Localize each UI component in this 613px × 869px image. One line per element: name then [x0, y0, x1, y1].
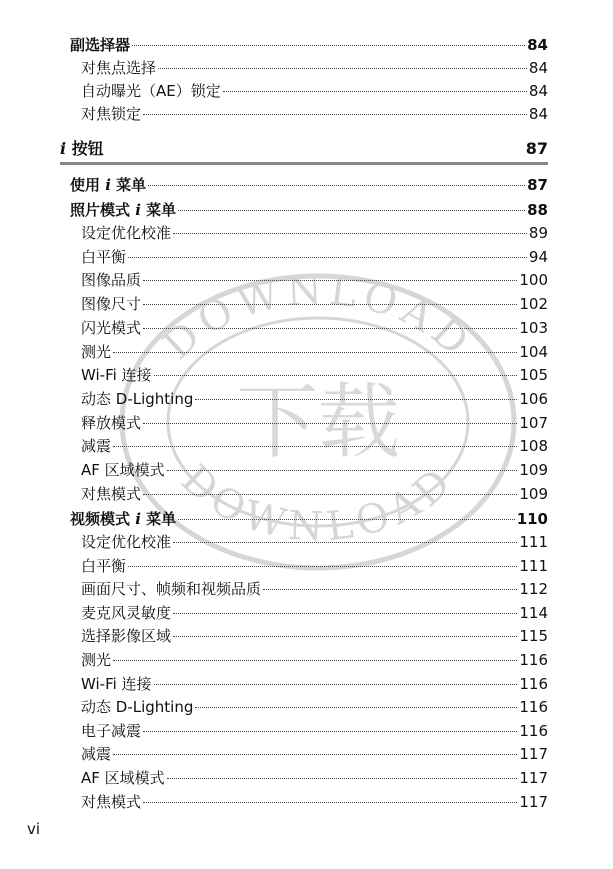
- toc-entry-page: 110: [516, 510, 548, 528]
- dot-leader: [113, 446, 517, 447]
- toc-entry[interactable]: [81, 697, 548, 718]
- toc-entry-page: 87: [527, 176, 548, 194]
- section-title: i 按钮: [60, 139, 104, 158]
- dot-leader: [143, 328, 517, 329]
- toc-entry[interactable]: [81, 318, 548, 339]
- toc-entry-page: 114: [519, 603, 548, 622]
- dot-leader: [154, 375, 518, 376]
- toc-entry-page: 88: [527, 201, 548, 219]
- toc-entry-label: 照片模式 i 菜单: [70, 201, 177, 219]
- dot-leader: [143, 802, 517, 803]
- toc-entry[interactable]: [81, 270, 548, 291]
- dot-leader: [143, 423, 517, 424]
- dot-leader: [223, 91, 527, 92]
- toc-entry-page: 94: [528, 247, 548, 266]
- toc-entry-page: 116: [519, 651, 548, 669]
- toc-entry[interactable]: [81, 81, 548, 102]
- toc-entry-label: 对焦模式: [81, 484, 142, 503]
- toc-entry-use-i-menu[interactable]: [70, 175, 548, 196]
- dot-leader: [113, 352, 517, 353]
- i-icon: i: [105, 176, 111, 194]
- toc-entry-page: 116: [519, 698, 548, 717]
- toc-entry-label: 白平衡: [81, 556, 127, 575]
- toc-entry[interactable]: [81, 104, 548, 125]
- toc-entry-label: 测光: [81, 342, 112, 361]
- dot-leader: [167, 470, 518, 471]
- toc-entry-label: 图像品质: [81, 271, 142, 290]
- dot-leader: [128, 257, 527, 258]
- toc-entry-label: 释放模式: [81, 413, 142, 432]
- toc-entry-page: 89: [528, 224, 548, 242]
- toc-entry-page: 107: [519, 413, 548, 432]
- toc-entry[interactable]: [81, 223, 548, 244]
- dot-leader: [263, 589, 517, 590]
- toc-entry-label: 设定优化校准: [81, 224, 172, 242]
- toc-entry-video-i-menu[interactable]: [70, 509, 548, 530]
- toc-entry-label: 对焦模式: [81, 792, 142, 811]
- toc-entry-label: 减震: [81, 437, 112, 456]
- dot-leader: [143, 280, 517, 281]
- toc-entry-page: 106: [519, 389, 548, 408]
- i-icon: i: [60, 139, 67, 158]
- toc-entry-page: 117: [519, 745, 548, 764]
- page-number: vi: [27, 820, 41, 838]
- dot-leader: [113, 754, 517, 755]
- toc-entry-label: 图像尺寸: [81, 295, 142, 314]
- toc-entry-page: 109: [519, 484, 548, 503]
- toc-entry-page: 111: [519, 556, 548, 575]
- toc-entry[interactable]: [81, 650, 548, 671]
- toc-entry[interactable]: [81, 247, 548, 268]
- toc-entry-label: 画面尺寸、帧频和视频品质: [81, 580, 262, 599]
- toc-entry-label: 视频模式 i 菜单: [70, 510, 177, 528]
- toc-entry-page: 117: [519, 792, 548, 811]
- toc-entry[interactable]: [81, 389, 548, 410]
- toc-entry-label: 电子减震: [81, 721, 142, 740]
- dot-leader: [178, 519, 515, 520]
- toc-entry[interactable]: [81, 58, 548, 79]
- toc-entry-page: 105: [519, 366, 548, 385]
- toc-entry-label: 闪光模式: [81, 318, 142, 337]
- dot-leader: [158, 68, 527, 69]
- toc-entry-label: 动态 D-Lighting: [81, 698, 194, 717]
- toc-entry[interactable]: [81, 768, 548, 789]
- toc-entry-page: 84: [528, 105, 548, 123]
- watermark-ring-bottom: DOWNLOAD: [172, 456, 464, 551]
- toc-entry-label: 白平衡: [81, 247, 127, 266]
- toc-entry-label: AF 区域模式: [81, 461, 165, 479]
- toc-entry-sub-selector[interactable]: [70, 35, 548, 56]
- toc-entry-photo-i-menu[interactable]: [70, 200, 548, 221]
- toc-entry[interactable]: [81, 792, 548, 813]
- toc-entry-page: 103: [519, 318, 548, 337]
- toc-entry-page: 112: [519, 580, 548, 599]
- toc-entry-page: 115: [519, 627, 548, 646]
- toc-entry[interactable]: [81, 484, 548, 505]
- dot-leader: [154, 684, 518, 685]
- dot-leader: [173, 233, 527, 234]
- toc-entry-label: 动态 D-Lighting: [81, 389, 194, 408]
- toc-entry-label: 减震: [81, 745, 112, 764]
- toc-entry[interactable]: [81, 532, 548, 553]
- dot-leader: [143, 114, 527, 115]
- toc-entry-page: 117: [519, 769, 548, 787]
- dot-leader: [113, 660, 517, 661]
- dot-leader: [143, 731, 517, 732]
- section-heading-i-button[interactable]: [60, 136, 548, 158]
- dot-leader: [167, 778, 518, 779]
- dot-leader: [173, 542, 517, 543]
- toc-entry-page: 116: [519, 721, 548, 740]
- toc-entry-page: 84: [528, 59, 548, 77]
- toc-entry-page: 84: [528, 82, 548, 100]
- toc-entry-page: 116: [519, 674, 548, 693]
- dot-leader: [128, 566, 517, 567]
- toc-entry-label: 使用 i 菜单: [70, 176, 147, 194]
- watermark-center-text: 下载: [235, 375, 401, 470]
- dot-leader: [148, 185, 525, 186]
- i-icon: i: [135, 510, 141, 528]
- toc-entry[interactable]: [81, 342, 548, 363]
- toc-entry-page: 84: [527, 36, 548, 54]
- toc-entry-label: Wi-Fi 连接: [81, 674, 152, 693]
- toc-entry-page: 100: [519, 271, 548, 290]
- toc-entry-label: 自动曝光（AE）锁定: [81, 82, 221, 100]
- toc-entry[interactable]: [81, 436, 548, 457]
- toc-entry[interactable]: [81, 744, 548, 765]
- toc-entry[interactable]: [81, 460, 548, 481]
- toc-entry-label: Wi-Fi 连接: [81, 366, 152, 385]
- toc-entry[interactable]: [81, 674, 548, 695]
- toc-entry-page: 111: [519, 533, 548, 551]
- toc-entry-page: 102: [519, 295, 548, 314]
- dot-leader: [195, 399, 517, 400]
- watermark-ring-top: DOWNLOAD: [154, 272, 482, 369]
- toc-entry[interactable]: [81, 556, 548, 577]
- toc-entry[interactable]: [81, 413, 548, 434]
- toc-entry[interactable]: [81, 294, 548, 315]
- toc-entry[interactable]: [81, 721, 548, 742]
- toc-entry-label: 选择影像区域: [81, 627, 172, 646]
- section-divider: [60, 162, 548, 165]
- dot-leader: [132, 45, 525, 46]
- toc-entry[interactable]: [81, 603, 548, 624]
- section-page: 87: [525, 139, 548, 158]
- toc-entry-label: 对焦点选择: [81, 59, 157, 77]
- toc-entry-page: 109: [519, 461, 548, 479]
- dot-leader: [195, 707, 517, 708]
- dot-leader: [173, 636, 517, 637]
- toc-entry-label: 测光: [81, 651, 112, 669]
- toc-entry-label: 对焦锁定: [81, 105, 142, 123]
- toc-entry-page: 108: [519, 437, 548, 456]
- dot-leader: [143, 304, 517, 305]
- toc-entry-label: 副选择器: [70, 36, 131, 54]
- dot-leader: [173, 613, 517, 614]
- toc-entry[interactable]: [81, 626, 548, 647]
- i-icon: i: [135, 201, 141, 219]
- toc-entry[interactable]: [81, 579, 548, 600]
- toc-entry-label: 设定优化校准: [81, 533, 172, 551]
- toc-entry-label: AF 区域模式: [81, 769, 165, 787]
- dot-leader: [178, 210, 525, 211]
- toc-entry-label: 麦克风灵敏度: [81, 603, 172, 622]
- toc-entry-page: 104: [519, 342, 548, 361]
- dot-leader: [143, 494, 517, 495]
- toc-entry[interactable]: [81, 365, 548, 386]
